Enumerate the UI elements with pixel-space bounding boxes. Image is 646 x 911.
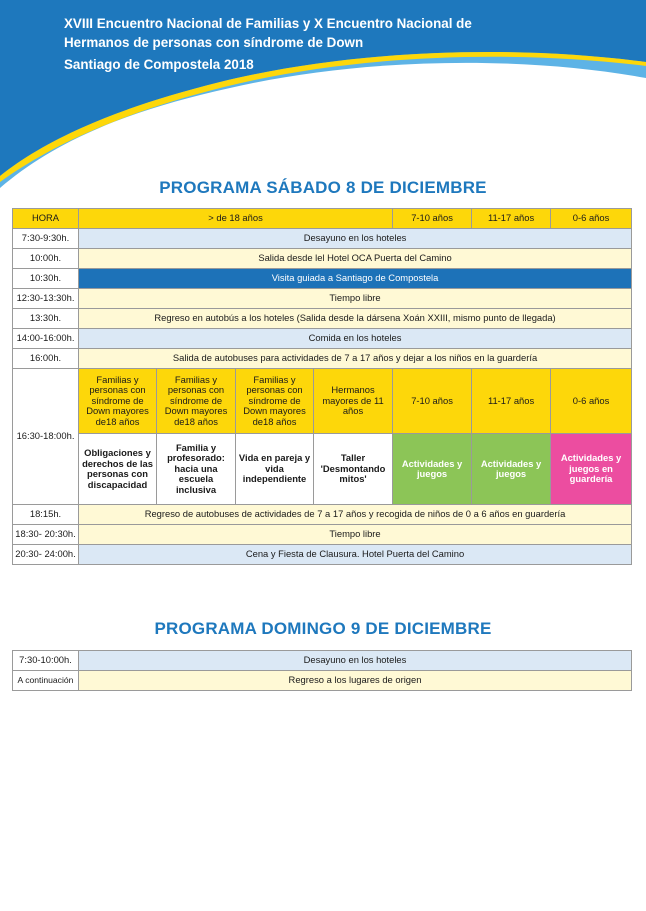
table-row (13, 525, 632, 545)
workshop-activities-row (13, 434, 632, 505)
table-row (13, 269, 632, 289)
workshop-activity: Actividades y juegos en guardería (551, 434, 632, 505)
row-activity: Salida desde lel Hotel OCA Puerta del Camino (79, 249, 632, 269)
adults-header: > de 18 años (79, 209, 393, 229)
table-row (13, 349, 632, 369)
row-activity: Desayuno en los hoteles (79, 651, 632, 671)
workshop-time: 16:30-18:00h. (13, 369, 79, 505)
workshop-activity: Familia y profesorado: hacia una escuela inclusiva (157, 434, 236, 505)
table-row (13, 289, 632, 309)
event-title-line-3: Santiago de Compostela 2018 (64, 57, 254, 72)
row-time: 14:00-16:00h. (13, 329, 79, 349)
workshop-group: 11-17 años (472, 369, 551, 434)
event-header (64, 14, 472, 74)
workshop-group: Familias y personas con síndrome de Down mayores de18 años (79, 369, 157, 434)
table-row (13, 309, 632, 329)
workshop-activity: Actividades y juegos (393, 434, 472, 505)
row-activity: Visita guiada a Santiago de Compostela (79, 269, 632, 289)
workshop-activity: Vida en pareja y vida independiente (236, 434, 314, 505)
table-row (13, 651, 632, 671)
row-time: 16:00h. (13, 349, 79, 369)
row-time: 20:30- 24:00h. (13, 545, 79, 565)
workshop-groups-row (13, 369, 632, 434)
row-activity: Regreso de autobuses de actividades de 7 a 17 años y recogida de niños de 0 a 6 años en guardería (79, 505, 632, 525)
row-activity: Desayuno en los hoteles (79, 229, 632, 249)
row-activity: Cena y Fiesta de Clausura. Hotel Puerta del Camino (79, 545, 632, 565)
event-title-line-2: Hermanos de personas con síndrome de Down (64, 35, 364, 50)
sunday-program-title: PROGRAMA DOMINGO 9 DE DICIEMBRE (154, 619, 492, 638)
saturday-program-title: PROGRAMA SÁBADO 8 DE DICIEMBRE (159, 178, 487, 197)
workshop-group: 7-10 años (393, 369, 472, 434)
row-time: 10:00h. (13, 249, 79, 269)
workshop-activity: Actividades y juegos (472, 434, 551, 505)
age-7-10-header: 7-10 años (393, 209, 472, 229)
row-activity: Salida de autobuses para actividades de 7 a 17 años y dejar a los niños en la guardería (79, 349, 632, 369)
row-time: 10:30h. (13, 269, 79, 289)
workshop-activity: Taller 'Desmontando mitos' (314, 434, 393, 505)
workshop-group: Familias y personas con síndrome de Down mayores de18 años (157, 369, 236, 434)
row-activity: Regreso en autobús a los hoteles (Salida desde la dársena Xoán XXIII, mismo punto de llegada) (79, 309, 632, 329)
saturday-program-table (12, 208, 632, 565)
table-row (13, 229, 632, 249)
workshop-activity: Obligaciones y derechos de las personas con discapacidad (79, 434, 157, 505)
hora-header: HORA (13, 209, 79, 229)
row-activity: Regreso a los lugares de origen (79, 671, 632, 691)
table-row (13, 545, 632, 565)
row-time: 13:30h. (13, 309, 79, 329)
table-row (13, 249, 632, 269)
row-time: 12:30-13:30h. (13, 289, 79, 309)
row-time: 7:30-10:00h. (13, 651, 79, 671)
row-time: A continuación (13, 671, 79, 691)
age-11-17-header: 11-17 años (472, 209, 551, 229)
workshop-group: Hermanos mayores de 11 años (314, 369, 393, 434)
row-time: 18:15h. (13, 505, 79, 525)
table-row (13, 505, 632, 525)
row-time: 18:30- 20:30h. (13, 525, 79, 545)
table-row (13, 329, 632, 349)
table-row (13, 671, 632, 691)
table-header-row (13, 209, 632, 229)
workshop-group: 0-6 años (551, 369, 632, 434)
age-0-6-header: 0-6 años (551, 209, 632, 229)
event-title-line-1: XVIII Encuentro Nacional de Familias y X Encuentro Nacional de (64, 16, 472, 31)
row-time: 7:30-9:30h. (13, 229, 79, 249)
row-activity: Tiempo libre (79, 289, 632, 309)
row-activity: Tiempo libre (79, 525, 632, 545)
workshop-group: Familias y personas con síndrome de Down mayores de18 años (236, 369, 314, 434)
row-activity: Comida en los hoteles (79, 329, 632, 349)
sunday-program-table (12, 650, 632, 691)
